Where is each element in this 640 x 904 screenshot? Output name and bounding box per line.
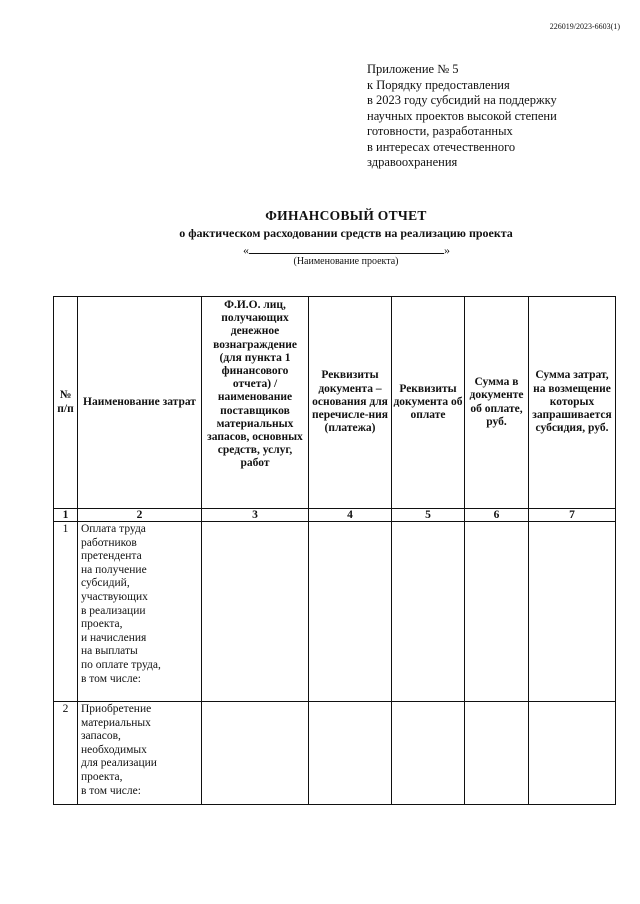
row-cell-empty — [202, 522, 309, 702]
appendix-line: здравоохранения — [367, 155, 458, 169]
table-row — [54, 702, 616, 805]
row-cell-empty — [465, 702, 529, 805]
table-row — [54, 522, 616, 702]
row-cell-empty — [529, 702, 616, 805]
appendix-line: в интересах отечественного — [367, 139, 516, 154]
project-name-caption: (Наименование проекта) — [293, 256, 399, 267]
row-expense-name: Приобретение материальных запасов, необходимых для реализации проекта, в том числе: — [78, 702, 202, 805]
header-subsidy-sum: Сумма затрат, на возмещение которых запрашивается субсидия, руб. — [529, 297, 616, 509]
row-cell-empty — [529, 522, 616, 702]
appendix-line: к Порядку предоставления — [367, 77, 510, 92]
column-number: 7 — [529, 509, 616, 522]
row-expense-name: Оплата труда работников претендента на получение субсидий, участвующих в реализации проекта, и начисления на выплаты по оплате труда, в том числе: — [78, 522, 202, 702]
appendix-line: Приложение № 5 — [367, 62, 459, 76]
financial-report-table — [53, 296, 616, 805]
appendix-note — [367, 62, 557, 171]
row-cell-empty — [392, 702, 465, 805]
row-index: 2 — [54, 702, 78, 805]
column-number: 3 — [202, 509, 309, 522]
column-number: 5 — [392, 509, 465, 522]
column-number: 4 — [309, 509, 392, 522]
report-title: ФИНАНСОВЫЙ ОТЧЕТ — [265, 208, 427, 223]
column-number: 6 — [465, 509, 529, 522]
header-recipients: Ф.И.О. лиц, получающих денежное вознаграждение (для пункта 1 финансового отчета) / наименование поставщиков материальных запасов, основных средств, услуг, работ — [202, 297, 309, 509]
header-payment-sum: Сумма в документе об оплате, руб. — [465, 297, 529, 509]
row-cell-empty — [309, 702, 392, 805]
header-basis-document: Реквизиты документа – основания для перечисле-ния (платежа) — [309, 297, 392, 509]
report-subtitle: о фактическом расходовании средств на реализацию проекта — [179, 226, 513, 240]
row-index: 1 — [54, 522, 78, 702]
appendix-line: готовности, разработанных — [367, 124, 513, 138]
row-cell-empty — [392, 522, 465, 702]
header-payment-document: Реквизиты документа об оплате — [392, 297, 465, 509]
open-quote: « — [243, 243, 249, 257]
column-number: 1 — [54, 509, 78, 522]
row-cell-empty — [309, 522, 392, 702]
document-number: 226019/2023-6603(1) — [549, 22, 620, 31]
header-index: № п/п — [54, 297, 78, 509]
close-quote: » — [444, 243, 450, 257]
header-expense-name: Наименование затрат — [78, 297, 202, 509]
column-number: 2 — [78, 509, 202, 522]
row-cell-empty — [465, 522, 529, 702]
appendix-line: в 2023 году субсидий на поддержку — [367, 93, 557, 107]
appendix-line: научных проектов высокой степени — [367, 108, 557, 123]
project-name-blank — [249, 243, 444, 254]
row-cell-empty — [202, 702, 309, 805]
